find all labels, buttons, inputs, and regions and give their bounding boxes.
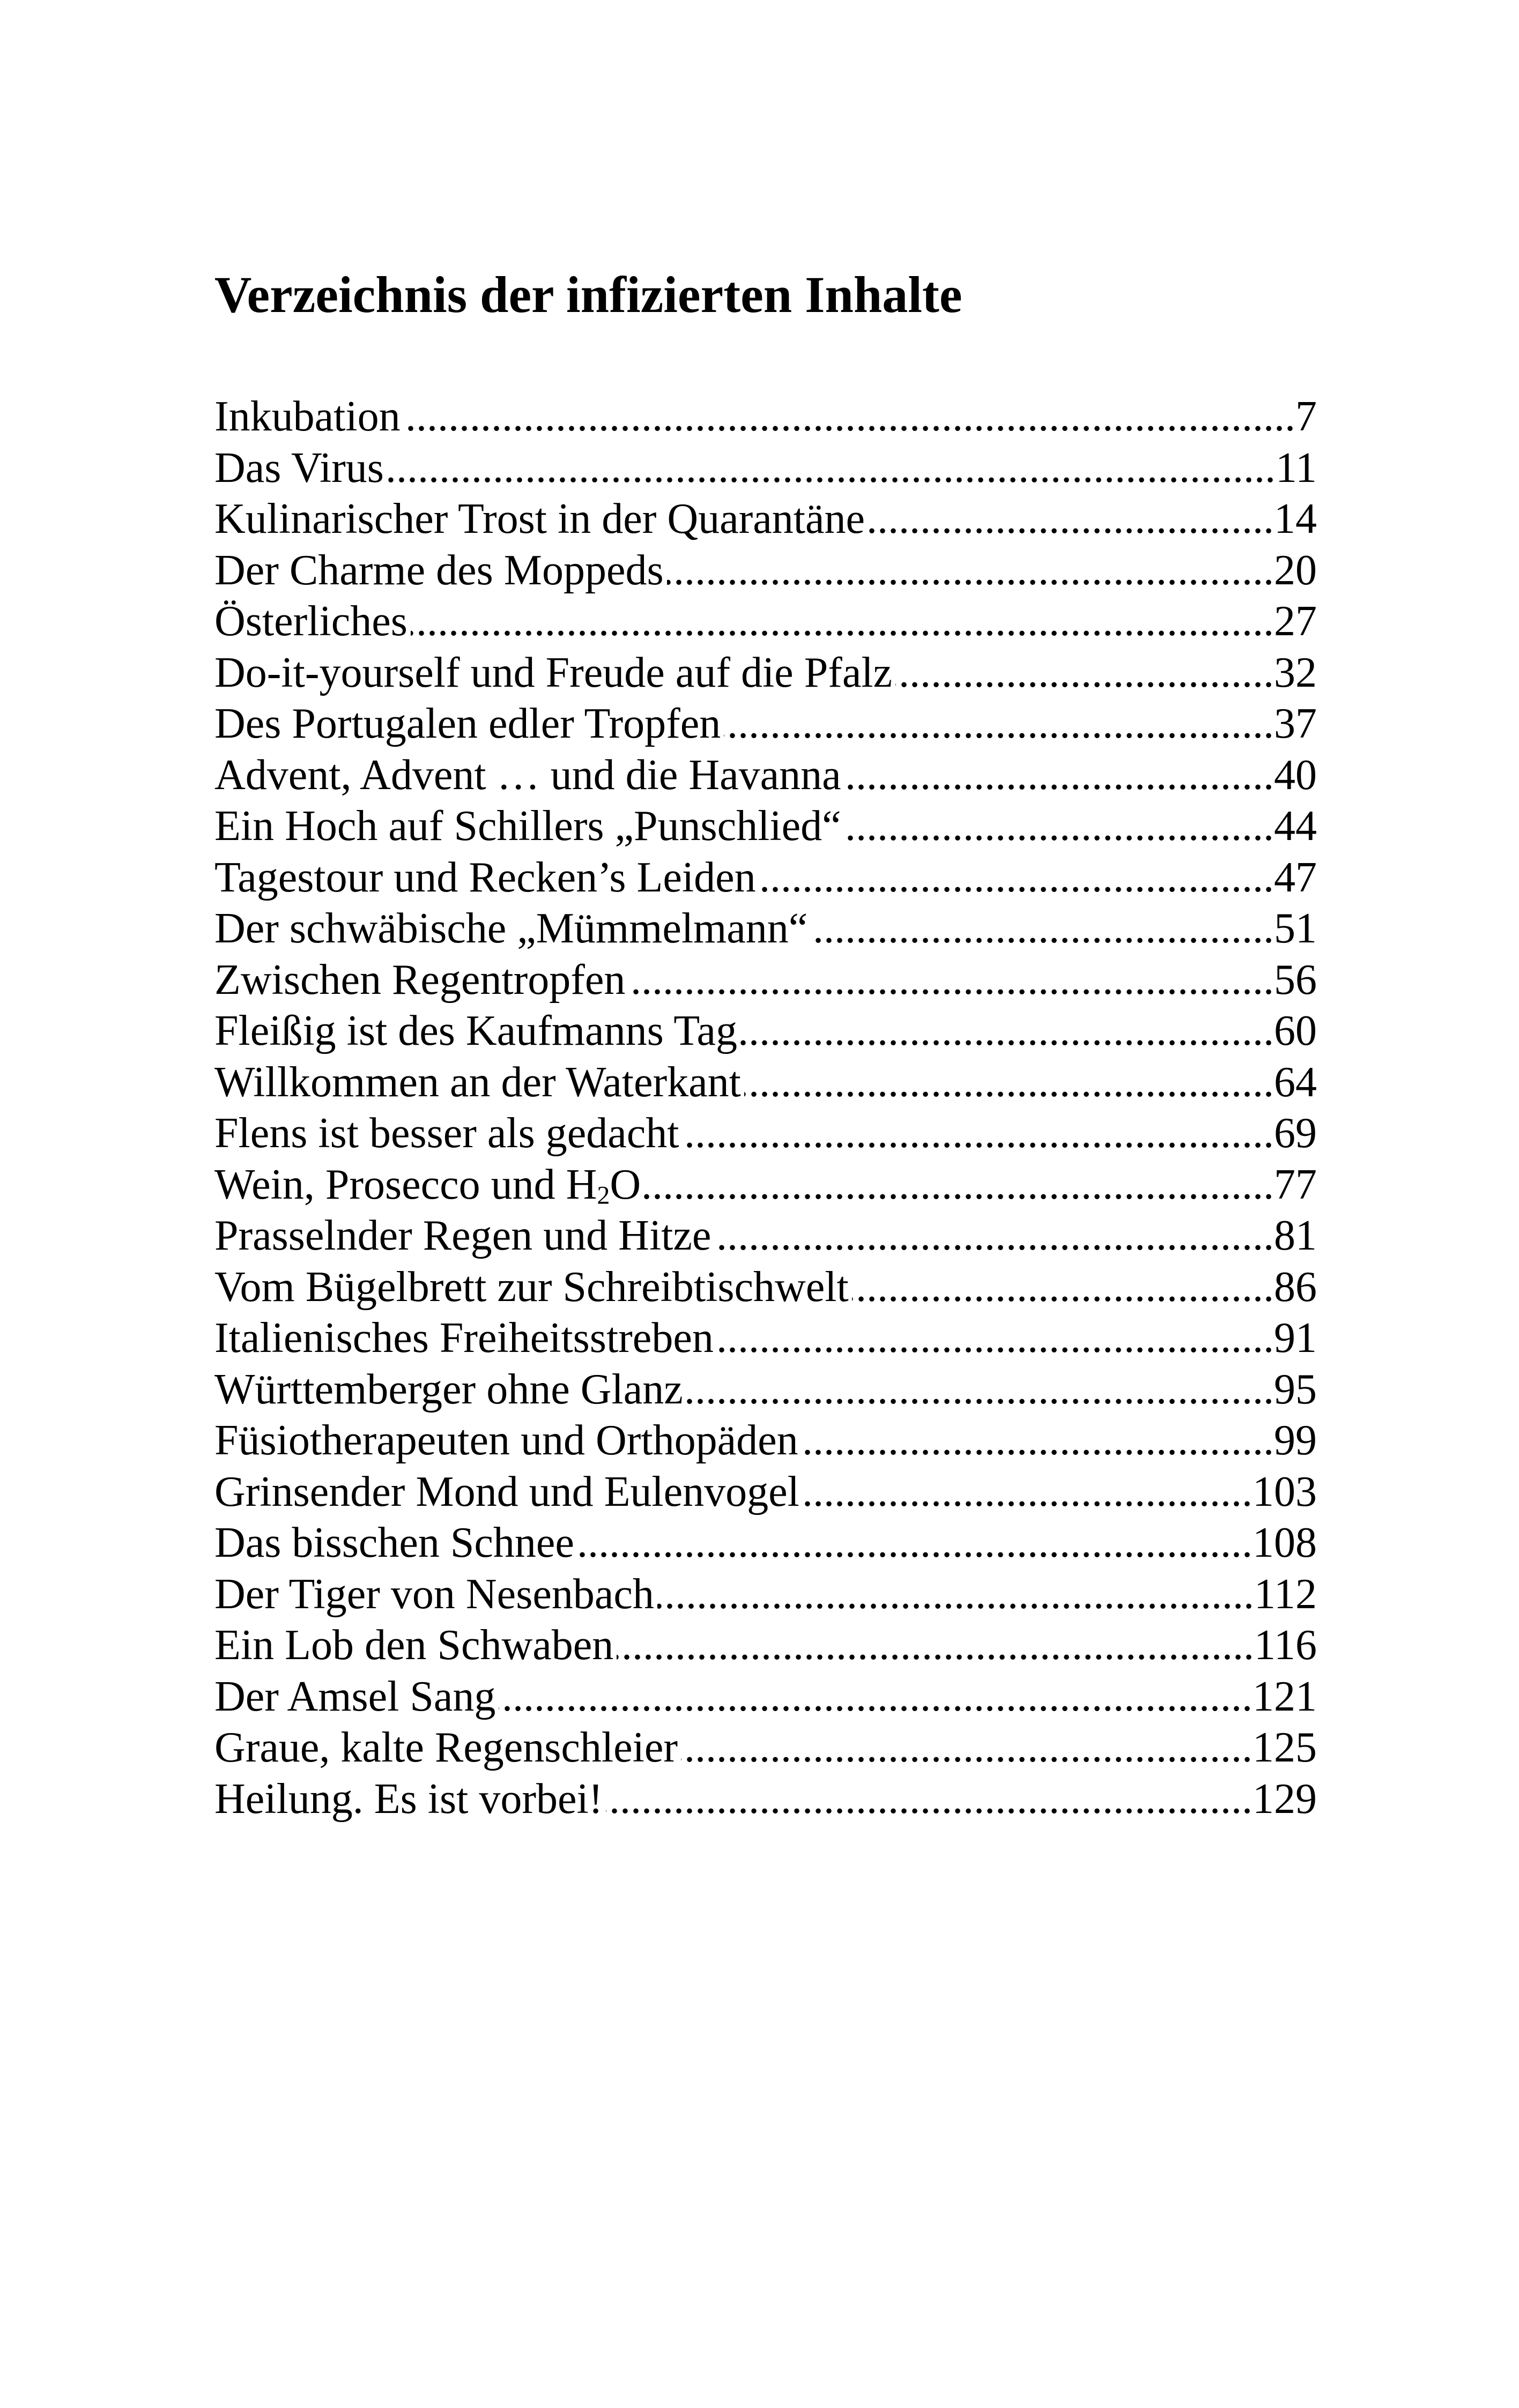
page-title: Verzeichnis der infizierten Inhalte bbox=[214, 266, 962, 323]
toc-dot-leader bbox=[844, 801, 1274, 852]
toc-page-number: 27 bbox=[1274, 598, 1317, 645]
toc-page-number: 103 bbox=[1253, 1468, 1317, 1515]
toc-dot-leader bbox=[644, 1160, 1274, 1211]
toc-entry bbox=[214, 903, 1317, 955]
toc-entry-label: Der Tiger von Nesenbach bbox=[214, 1570, 654, 1618]
toc-page-number: 40 bbox=[1274, 751, 1317, 799]
toc-dot-leader bbox=[895, 648, 1274, 699]
toc-dot-leader bbox=[682, 1108, 1274, 1160]
toc-dot-leader bbox=[387, 443, 1276, 494]
toc-entry-label bbox=[214, 1160, 644, 1211]
toc-entry-label: Der schwäbische „Mümmelmann“ bbox=[214, 905, 808, 952]
toc-entry bbox=[214, 1774, 1317, 1825]
toc-entry bbox=[214, 1006, 1317, 1057]
toc-entry-label: Füsiotherapeuten und Orthopäden bbox=[214, 1417, 798, 1464]
toc-entry bbox=[214, 852, 1317, 904]
toc-entry-label: Ein Hoch auf Schillers „Punschlied“ bbox=[214, 802, 841, 850]
toc-page-number: 86 bbox=[1274, 1263, 1317, 1311]
toc-entry bbox=[214, 1262, 1317, 1313]
toc-dot-leader bbox=[404, 391, 1295, 443]
toc-entry-label: Advent, Advent … und die Havanna bbox=[214, 751, 841, 799]
toc-page-number: 112 bbox=[1254, 1570, 1317, 1618]
toc-page-number: 20 bbox=[1274, 546, 1317, 594]
toc-page-number: 91 bbox=[1274, 1314, 1317, 1362]
toc-page-number: 116 bbox=[1254, 1622, 1317, 1669]
toc-page-number: 121 bbox=[1253, 1673, 1317, 1720]
toc-entry-label: Vom Bügelbrett zur Schreibtischwelt bbox=[214, 1263, 849, 1311]
toc-entry bbox=[214, 494, 1317, 545]
toc-dot-leader bbox=[686, 1364, 1274, 1416]
toc-page-number: 32 bbox=[1274, 649, 1317, 696]
toc-dot-leader bbox=[411, 596, 1274, 648]
toc-dot-leader bbox=[714, 1210, 1274, 1262]
toc-entry-label: Österliches bbox=[214, 598, 407, 645]
toc-entry bbox=[214, 750, 1317, 801]
toc-dot-leader bbox=[657, 1569, 1254, 1621]
toc-page-number: 69 bbox=[1274, 1110, 1317, 1157]
toc-page-number: 129 bbox=[1253, 1775, 1317, 1823]
toc-page-number: 7 bbox=[1295, 393, 1317, 440]
toc-entry-label: Italienisches Freiheitsstreben bbox=[214, 1314, 714, 1362]
toc-dot-leader bbox=[740, 1006, 1274, 1057]
toc-dot-leader bbox=[681, 1722, 1253, 1774]
toc-entry-label: Der Amsel Sang bbox=[214, 1673, 496, 1720]
toc-entry-label: Der Charme des Moppeds bbox=[214, 546, 664, 594]
toc-dot-leader bbox=[759, 852, 1274, 904]
toc-entry-label: Inkubation bbox=[214, 393, 401, 440]
toc-entry-label: Fleißig ist des Kaufmanns Tag bbox=[214, 1007, 738, 1054]
toc-entry-label: Flens ist besser als gedacht bbox=[214, 1110, 679, 1157]
toc-page-number: 44 bbox=[1274, 802, 1317, 850]
toc-entry-label: Willkommen an der Waterkant bbox=[214, 1058, 741, 1106]
toc-entry-label: Heilung. Es ist vorbei! bbox=[214, 1775, 603, 1823]
toc-dot-leader bbox=[667, 545, 1274, 597]
toc-dot-leader bbox=[811, 903, 1274, 955]
toc-page-number: 60 bbox=[1274, 1007, 1317, 1054]
toc-dot-leader bbox=[717, 1313, 1274, 1364]
toc-entry bbox=[214, 391, 1317, 443]
toc-entry bbox=[214, 801, 1317, 852]
toc-entry-label-subscript: 2 bbox=[597, 1181, 610, 1210]
toc-entry bbox=[214, 1313, 1317, 1364]
toc-dot-leader bbox=[803, 1467, 1253, 1518]
toc-entry bbox=[214, 1569, 1317, 1621]
toc-entry bbox=[214, 596, 1317, 648]
toc-entry bbox=[214, 1620, 1317, 1671]
toc-entry bbox=[214, 698, 1317, 750]
toc-entry bbox=[214, 1364, 1317, 1416]
toc-dot-leader bbox=[868, 494, 1274, 545]
toc-entry bbox=[214, 1210, 1317, 1262]
toc-entry bbox=[214, 1160, 1317, 1211]
toc-entry bbox=[214, 1057, 1317, 1109]
toc-dot-leader bbox=[577, 1518, 1253, 1569]
toc-entry-label: Zwischen Regentropfen bbox=[214, 956, 626, 1004]
toc-entry bbox=[214, 1722, 1317, 1774]
toc-entry bbox=[214, 1108, 1317, 1160]
toc-entry-label: Graue, kalte Regenschleier bbox=[214, 1724, 678, 1771]
toc-page-number: 108 bbox=[1253, 1519, 1317, 1566]
toc-dot-leader bbox=[606, 1774, 1253, 1825]
toc-dot-leader bbox=[802, 1415, 1274, 1467]
toc-dot-leader bbox=[844, 750, 1274, 801]
toc-entry-label: Das Virus bbox=[214, 444, 384, 492]
toc-entry-label-part: O bbox=[610, 1161, 641, 1208]
toc-page-number: 77 bbox=[1274, 1161, 1317, 1208]
toc-page-number: 64 bbox=[1274, 1058, 1317, 1106]
toc-dot-leader bbox=[724, 698, 1274, 750]
toc-entry bbox=[214, 648, 1317, 699]
toc-entry-label: Das bisschen Schnee bbox=[214, 1519, 574, 1566]
toc-page-number: 81 bbox=[1274, 1212, 1317, 1259]
toc-entry-label: Kulinarischer Trost in der Quarantäne bbox=[214, 495, 865, 542]
toc-entry bbox=[214, 955, 1317, 1006]
toc-entry bbox=[214, 1518, 1317, 1569]
toc-page-number: 56 bbox=[1274, 956, 1317, 1004]
toc-page-number: 99 bbox=[1274, 1417, 1317, 1464]
toc-page-number: 11 bbox=[1275, 444, 1317, 492]
toc-entry-label: Tagestour und Recken’s Leiden bbox=[214, 853, 756, 901]
toc-page-number: 37 bbox=[1274, 700, 1317, 747]
toc-dot-leader bbox=[628, 955, 1274, 1006]
toc-entry-label-part: Wein, Prosecco und H bbox=[214, 1161, 597, 1208]
toc-entry bbox=[214, 443, 1317, 494]
toc-page-number: 51 bbox=[1274, 905, 1317, 952]
table-of-contents bbox=[214, 391, 1317, 1825]
toc-entry bbox=[214, 1671, 1317, 1723]
toc-page-number: 95 bbox=[1274, 1365, 1317, 1413]
toc-page-number: 47 bbox=[1274, 853, 1317, 901]
toc-page-number: 14 bbox=[1274, 495, 1317, 542]
toc-page-number: 125 bbox=[1253, 1724, 1317, 1771]
toc-entry-label: Ein Lob den Schwaben bbox=[214, 1622, 614, 1669]
toc-entry bbox=[214, 545, 1317, 597]
toc-entry bbox=[214, 1415, 1317, 1467]
toc-entry-label: Des Portugalen edler Tropfen bbox=[214, 700, 721, 747]
toc-entry-label: Württemberger ohne Glanz bbox=[214, 1365, 683, 1413]
toc-dot-leader bbox=[852, 1262, 1274, 1313]
toc-entry-label: Do-it-yourself und Freude auf die Pfalz bbox=[214, 649, 893, 696]
toc-entry bbox=[214, 1467, 1317, 1518]
toc-dot-leader bbox=[499, 1671, 1253, 1723]
toc-entry-label: Prasselnder Regen und Hitze bbox=[214, 1212, 712, 1259]
toc-dot-leader bbox=[617, 1620, 1254, 1671]
toc-dot-leader bbox=[744, 1057, 1274, 1109]
toc-entry-label: Grinsender Mond und Eulenvogel bbox=[214, 1468, 799, 1515]
